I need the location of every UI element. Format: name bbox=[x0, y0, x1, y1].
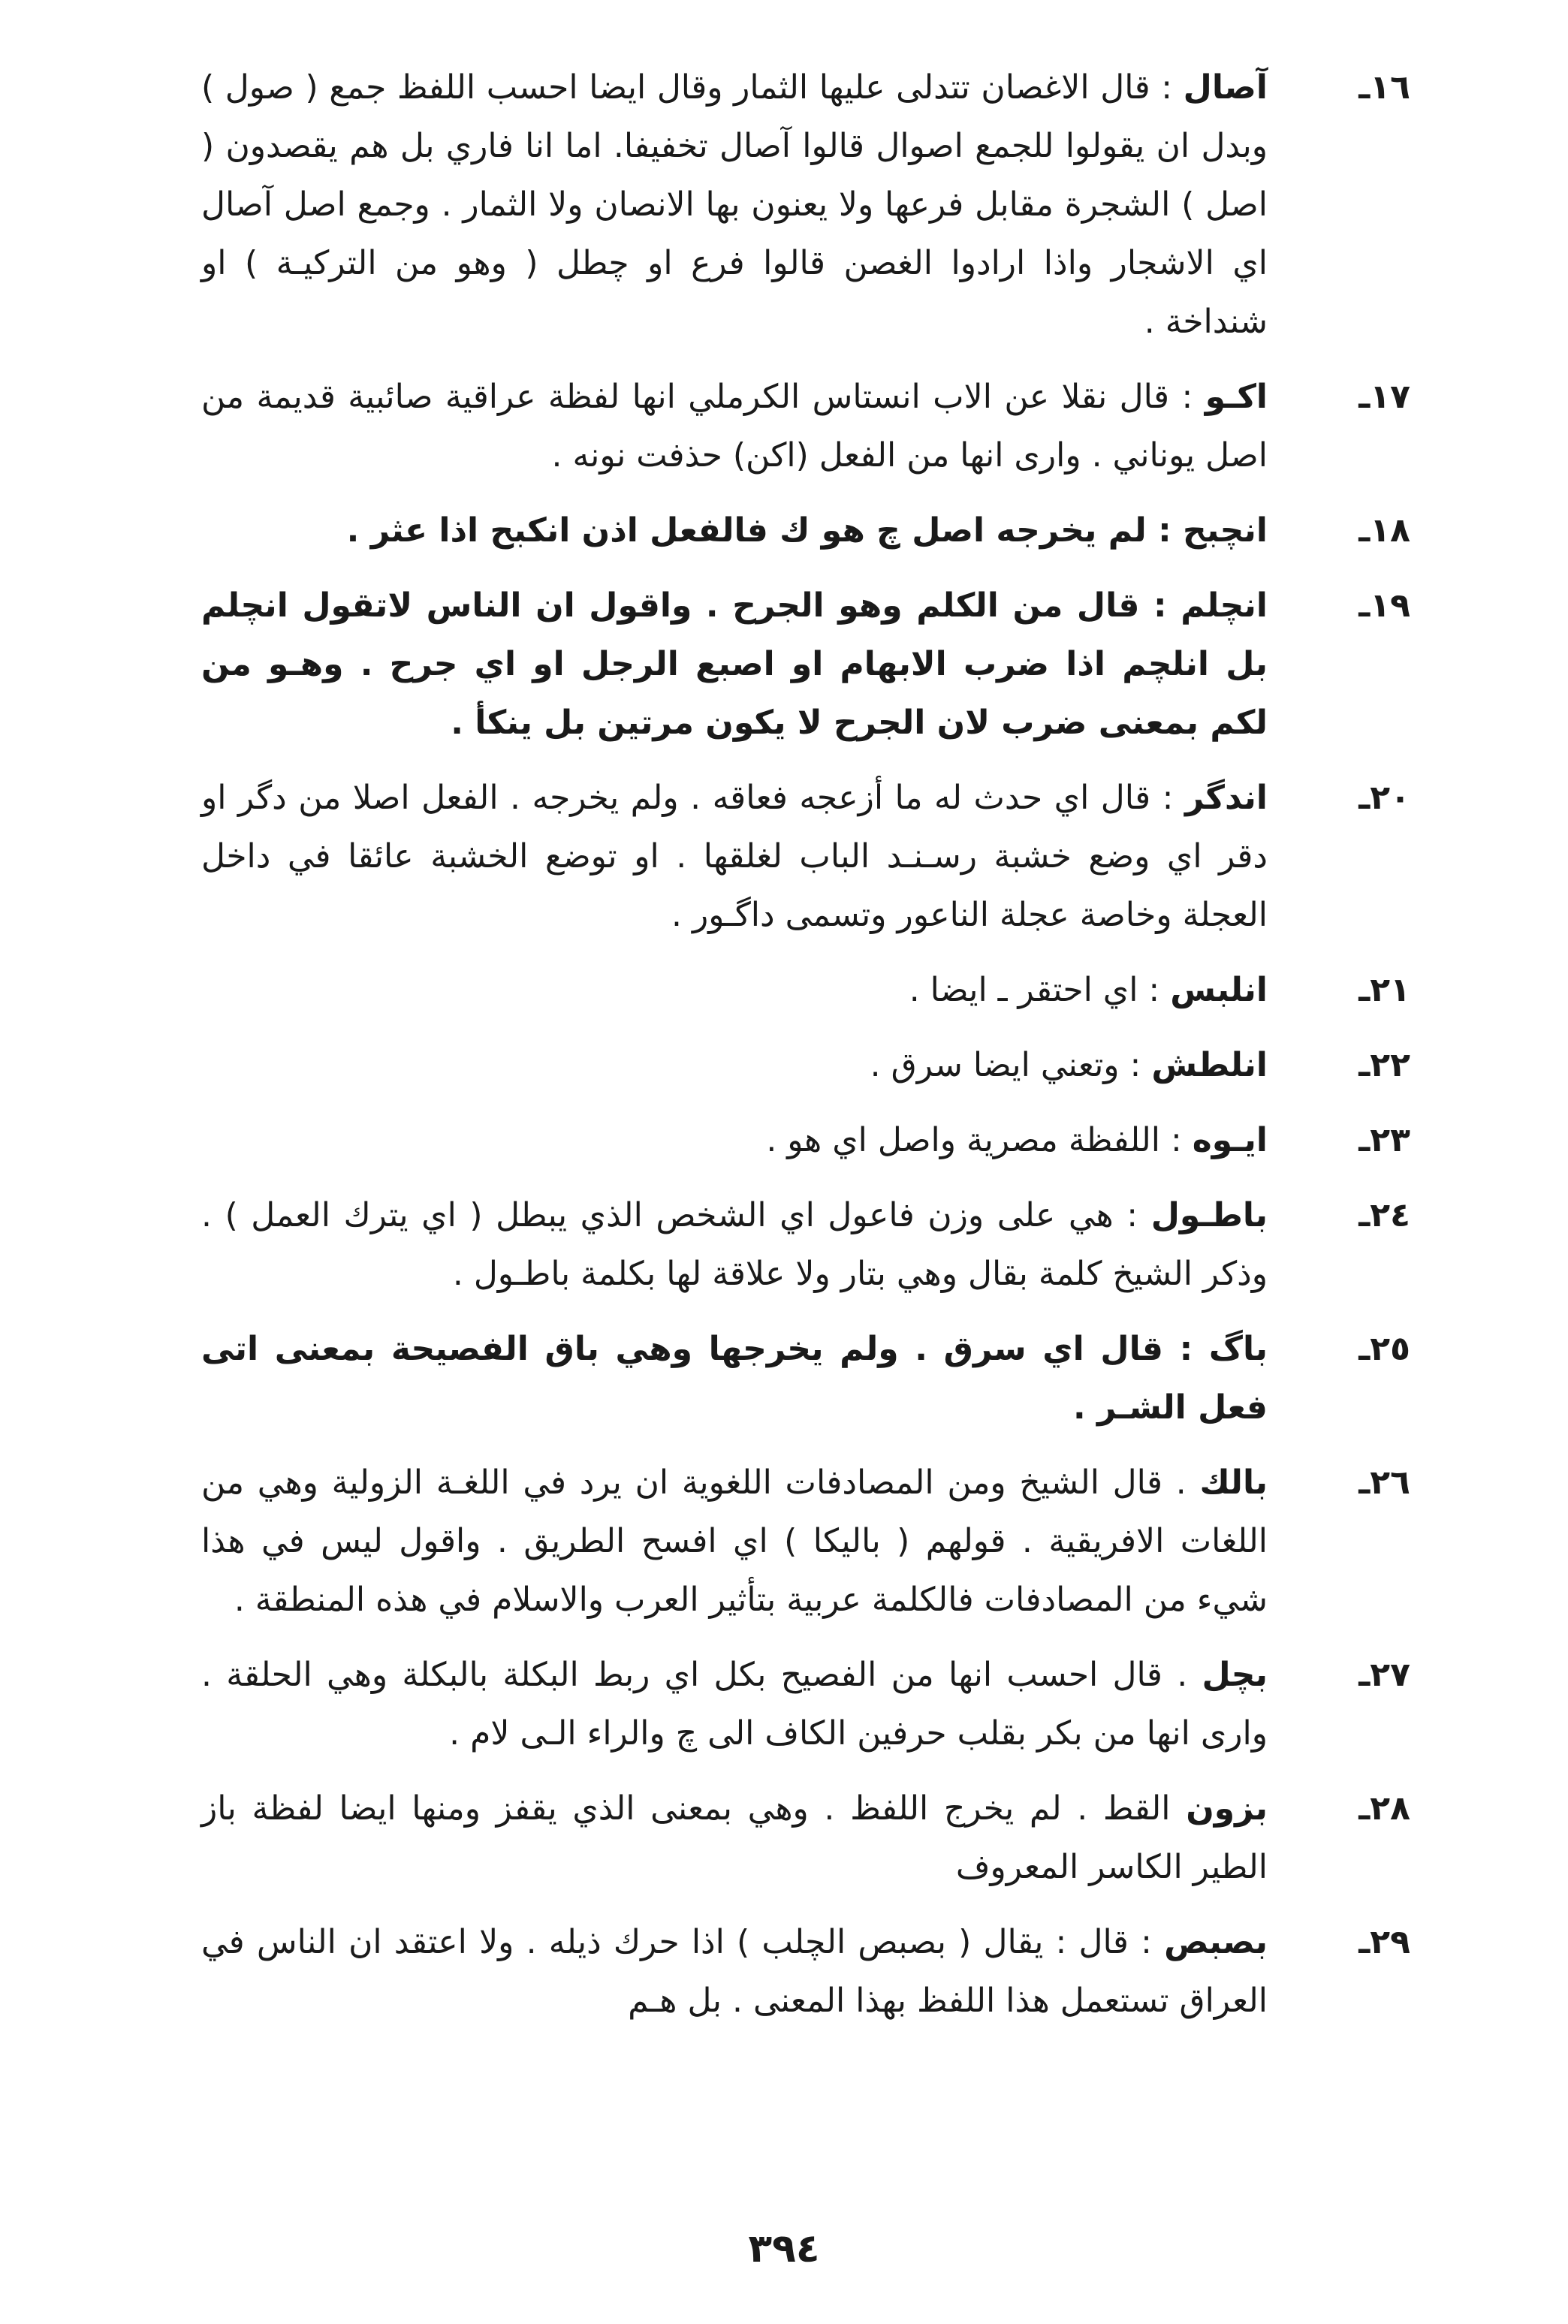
entry-body bbox=[201, 1186, 1268, 1304]
glossary-entry bbox=[201, 1186, 1410, 1304]
entry-body bbox=[201, 1320, 1268, 1437]
entry-text: : قال اي سرق . ولم يخرجها وهي باق الفصيحة بمعنى اتى فعل الشـر . bbox=[201, 1330, 1268, 1427]
entry-body bbox=[201, 1913, 1268, 2030]
entry-body bbox=[201, 1111, 1268, 1170]
entry-number: ٢٥ـ bbox=[1358, 1330, 1410, 1368]
entry-body bbox=[201, 59, 1268, 351]
entry-number: ١٦ـ bbox=[1358, 68, 1410, 107]
entry-headword: بزون bbox=[1186, 1789, 1268, 1828]
entry-headword: آصال bbox=[1183, 68, 1268, 107]
entry-headword: بصبص bbox=[1164, 1923, 1268, 1961]
glossary-entry bbox=[201, 368, 1410, 485]
entry-body bbox=[201, 1036, 1268, 1095]
entry-body bbox=[201, 1646, 1268, 1763]
entry-number: ٢٢ـ bbox=[1358, 1046, 1410, 1084]
entry-headword: انچبح bbox=[1183, 511, 1268, 550]
entry-body bbox=[201, 1454, 1268, 1629]
entry-number: ١٩ـ bbox=[1358, 586, 1410, 625]
glossary-entry bbox=[201, 1036, 1410, 1095]
entry-text: : قال من الكلم وهو الجرح . واقول ان الناس لاتقول انچلم بل انلچم اذا ضرب الابهام او اصبع الرجل او اي جرح . وهـو من لكم بمعنى ضرب لان الجرح لا يكون مرتين بل ينكأ . bbox=[201, 586, 1268, 742]
entry-number: ٢٣ـ bbox=[1358, 1121, 1410, 1159]
entry-number: ٢٨ـ bbox=[1358, 1789, 1410, 1828]
glossary-entry bbox=[201, 1913, 1410, 2030]
entry-headword: ايـوه bbox=[1192, 1121, 1268, 1159]
glossary-entry bbox=[201, 577, 1410, 752]
entry-headword: باطـول bbox=[1150, 1196, 1268, 1234]
glossary-entry-list bbox=[201, 59, 1410, 2047]
entry-number: ٢٠ـ bbox=[1358, 779, 1410, 817]
entry-number: ١٧ـ bbox=[1358, 378, 1410, 416]
entry-text: : اللفظة مصرية واصل اي هو . bbox=[766, 1121, 1182, 1159]
entry-body bbox=[201, 961, 1268, 1020]
glossary-entry bbox=[201, 1646, 1410, 1763]
entry-number: ١٨ـ bbox=[1358, 511, 1410, 550]
entry-number: ٢٧ـ bbox=[1358, 1656, 1410, 1694]
entry-body bbox=[201, 502, 1268, 560]
entry-body bbox=[201, 577, 1268, 752]
entry-headword: بچل bbox=[1202, 1656, 1268, 1694]
entry-text: . قال احسب انها من الفصيح بكل اي ربط البكلة بالبكلة وهي الحلقة . وارى انها من بكر بقلب حرفين الكاف الى چ والراء الـى لام . bbox=[201, 1656, 1268, 1753]
page-number: ٣٩٤ bbox=[748, 2226, 820, 2271]
glossary-entry bbox=[201, 1454, 1410, 1629]
entry-number: ٢٤ـ bbox=[1358, 1196, 1410, 1234]
entry-text: . قال الشيخ ومن المصادفات اللغوية ان يرد في اللغـة الزولية وهي من اللغات الافريقية . قولهم ( باليكا ) اي افسح الطريق . واقول ليس في هذا شيء من المصادفات فالكلمة عربية بتأثير العرب والاسلام في هذه المنطقة . bbox=[201, 1463, 1268, 1619]
glossary-entry bbox=[201, 961, 1410, 1020]
entry-headword: اندگر bbox=[1185, 779, 1268, 817]
entry-text: القط . لم يخرج اللفظ . وهي بمعنى الذي يقفز ومنها ايضا لفظة باز الطير الكاسر المعروف bbox=[201, 1789, 1268, 1886]
entry-text: : قال الاغصان تتدلى عليها الثمار وقال ايضا احسب اللفظ جمع ( صول ) وبدل ان يقولوا للجمع اصوال قالوا آصال تخفيفا. اما انا فاري بل هم يقصدون ( اصل ) الشجرة مقابل فرعها ولا يعنون بها الانصان ولا الثمار . وجمع اصل آصال اي الاشجار واذا ارادوا الغصن قالوا فرع او چطل ( وهو من التركيـة ) او شنداخة . bbox=[201, 68, 1268, 341]
entry-text: : قال نقلا عن الاب انستاس الكرملي انها لفظة عراقية صائبية قديمة من اصل يوناني . وارى انها من الفعل (اكن) حذفت نونه . bbox=[201, 378, 1268, 475]
entry-headword: انچلم bbox=[1181, 586, 1268, 625]
entry-text: : قال : يقال ( بصبص الچلب ) اذا حرك ذيله . ولا اعتقد ان الناس في العراق تستعمل هذا اللفظ بهذا المعنى . بل هـم bbox=[201, 1923, 1268, 2020]
entry-text: : قال اي حدث له ما أزعجه فعاقه . ولم يخرجه . الفعل اصلا من دگر او دقر اي وضع خشبة رسـنـد الباب لغلقها . او توضع الخشبة عائقا في داخل العجلة وخاصة عجلة الناعور وتسمى داگـور . bbox=[201, 779, 1268, 934]
entry-body bbox=[201, 368, 1268, 485]
glossary-entry bbox=[201, 769, 1410, 945]
entry-body bbox=[201, 1780, 1268, 1897]
entry-number: ٢١ـ bbox=[1358, 971, 1410, 1009]
entry-headword: اكـو bbox=[1205, 378, 1268, 416]
glossary-entry bbox=[201, 59, 1410, 351]
entry-body bbox=[201, 769, 1268, 945]
glossary-entry bbox=[201, 1111, 1410, 1170]
entry-text: : وتعني ايضا سرق . bbox=[870, 1046, 1141, 1084]
entry-headword: بالك bbox=[1199, 1463, 1268, 1502]
entry-headword: باگ bbox=[1208, 1330, 1268, 1368]
entry-headword: انلبس bbox=[1170, 971, 1268, 1009]
glossary-entry bbox=[201, 1780, 1410, 1897]
entry-number: ٢٩ـ bbox=[1358, 1923, 1410, 1961]
entry-headword: انلطش bbox=[1151, 1046, 1268, 1084]
entry-text: : هي على وزن فاعول اي الشخص الذي يبطل ( اي يترك العمل ) . وذكر الشيخ كلمة بقال وهي بتار ولا علاقة لها بكلمة باطـول . bbox=[201, 1196, 1268, 1293]
entry-text: : لم يخرجه اصل چ هو ك فالفعل اذن انكبح اذا عثر . bbox=[346, 511, 1171, 550]
glossary-entry bbox=[201, 1320, 1410, 1437]
entry-text: : اي احتقر ـ ايضا . bbox=[909, 971, 1160, 1009]
glossary-entry bbox=[201, 502, 1410, 560]
entry-number: ٢٦ـ bbox=[1358, 1463, 1410, 1502]
